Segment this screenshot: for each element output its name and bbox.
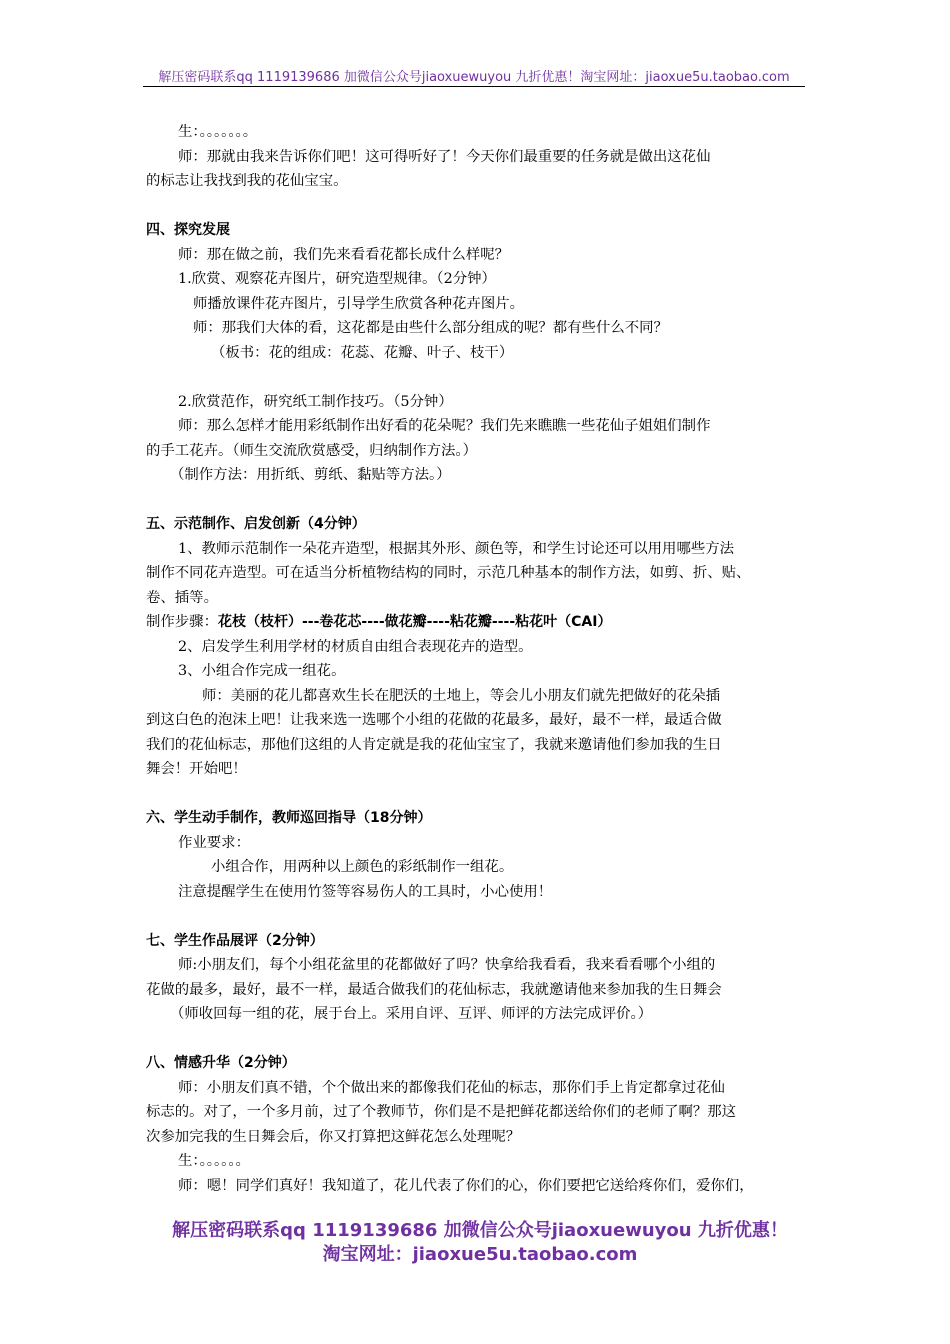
paragraph: 1、教师示范制作一朵花卉造型，根据其外形、颜色等，和学生讨论还可以用用哪些方法 — [178, 540, 735, 557]
paragraph: 制作不同花卉造型。可在适当分析植物结构的同时，示范几种基本的制作方法，如剪、折、贴、 — [146, 565, 751, 581]
paragraph: 小组合作，用两种以上颜色的彩纸制作一组花。 — [211, 859, 514, 875]
paragraph: 2.欣赏范作，研究纸工制作技巧。（5分钟） — [178, 393, 453, 410]
paragraph: 的标志让我找到我的花仙宝宝。 — [146, 173, 348, 189]
paragraph: 我们的花仙标志，那他们这组的人肯定就是我的花仙宝宝了，我就来邀请他们参加我的生日 — [146, 736, 722, 753]
paragraph: 标志的。对了，一个多月前，过了个教师节，你们是不是把鲜花都送给你们的老师了啊？那这 — [146, 1104, 737, 1120]
footer-line-1: 解压密码联系qq 1119139686 加微信公众号jiaoxuewuyou 九折优惠！ — [172, 1220, 788, 1241]
paragraph: 3、小组合作完成一组花。 — [178, 663, 346, 679]
paragraph: 生：。。。。。。 — [178, 1153, 250, 1169]
paragraph: 卷、插等。 — [146, 589, 218, 606]
section-heading: 六、学生动手制作，教师巡回指导（18分钟） — [146, 810, 432, 826]
paragraph: 师：美丽的花儿都喜欢生长在肥沃的土地上，等会儿小朋友们就先把做好的花朵插 — [202, 687, 721, 704]
paragraph: （师收回每一组的花，展于台上。采用自评、互评、师评的方法完成评价。） — [170, 1006, 653, 1022]
page-footer — [140, 1219, 820, 1267]
section-heading: 七、学生作品展评（2分钟） — [146, 932, 324, 949]
page-header: 解压密码联系qq 1119139686 加微信公众号jiaoxuewuyou 九折优惠！淘宝网址：jiaoxue5u.taobao.com — [158, 70, 790, 85]
paragraph: 作业要求： — [178, 834, 250, 851]
paragraph: 生：。。。。。。。 — [178, 124, 258, 140]
paragraph: 舞会！开始吧！ — [146, 761, 247, 777]
steps-content: 花枝（枝杆）---卷花芯----做花瓣----粘花瓣----粘花叶（CAI） — [217, 614, 612, 630]
paragraph: 师：那在做之前，我们先来看看花都长成什么样呢？ — [178, 246, 509, 263]
paragraph: 师：小朋友们真不错，个个做出来的都像我们花仙的标志，那你们手上肯定都拿过花仙 — [178, 1079, 725, 1096]
paragraph: 师：嗯！同学们真好！我知道了，花儿代表了你们的心，你们要把它送给疼你们，爱你们， — [178, 1177, 754, 1194]
section-heading: 五、示范制作、启发创新（4分钟） — [146, 516, 366, 532]
paragraph: 师：那就由我来告诉你们吧！这可得听好了！今天你们最重要的任务就是做出这花仙 — [178, 148, 711, 165]
paragraph: 师：那么怎样才能用彩纸制作出好看的花朵呢？我们先来瞧瞧一些花仙子姐姐们制作 — [178, 418, 711, 434]
paragraph: 师:小朋友们，每个小组花盆里的花都做好了吗？快拿给我看看，我来看看哪个小组的 — [178, 957, 716, 973]
section-heading: 八、情感升华（2分钟） — [146, 1055, 296, 1071]
paragraph: （板书：花的组成：花蕊、花瓣、叶子、枝干） — [211, 344, 514, 361]
paragraph: 花做的最多，最好，最不一样，最适合做我们的花仙标志，我就邀请他来参加我的生日舞会 — [146, 981, 722, 998]
paragraph: 师：那我们大体的看，这花都是由些什么部分组成的呢？都有些什么不同？ — [193, 320, 668, 336]
paragraph: 的手工花卉。（师生交流欣赏感受，归纳制作方法。） — [146, 442, 477, 459]
paragraph: 师播放课件花卉图片，引导学生欣赏各种花卉图片。 — [193, 295, 524, 312]
header-rule — [143, 86, 805, 87]
paragraph — [146, 610, 816, 635]
footer-line-2: 淘宝网址：jiaoxue5u.taobao.com — [322, 1244, 638, 1265]
paragraph: （制作方法：用折纸、剪纸、黏贴等方法。） — [170, 467, 451, 483]
document-body — [146, 120, 816, 1198]
steps-label: 制作步骤： — [146, 614, 218, 630]
paragraph: 注意提醒学生在使用竹签等容易伤人的工具时，小心使用！ — [178, 883, 553, 900]
paragraph: 2、启发学生利用学材的材质自由组合表现花卉的造型。 — [178, 638, 533, 655]
paragraph: 次参加完我的生日舞会后，你又打算把这鲜花怎么处理呢？ — [146, 1128, 521, 1145]
section-heading: 四、探究发展 — [146, 222, 230, 238]
paragraph: 1.欣赏、观察花卉图片，研究造型规律。（2分钟） — [178, 271, 496, 287]
paragraph: 到这白色的泡沫上吧！让我来选一选哪个小组的花做的花最多，最好，最不一样，最适合做 — [146, 712, 722, 728]
